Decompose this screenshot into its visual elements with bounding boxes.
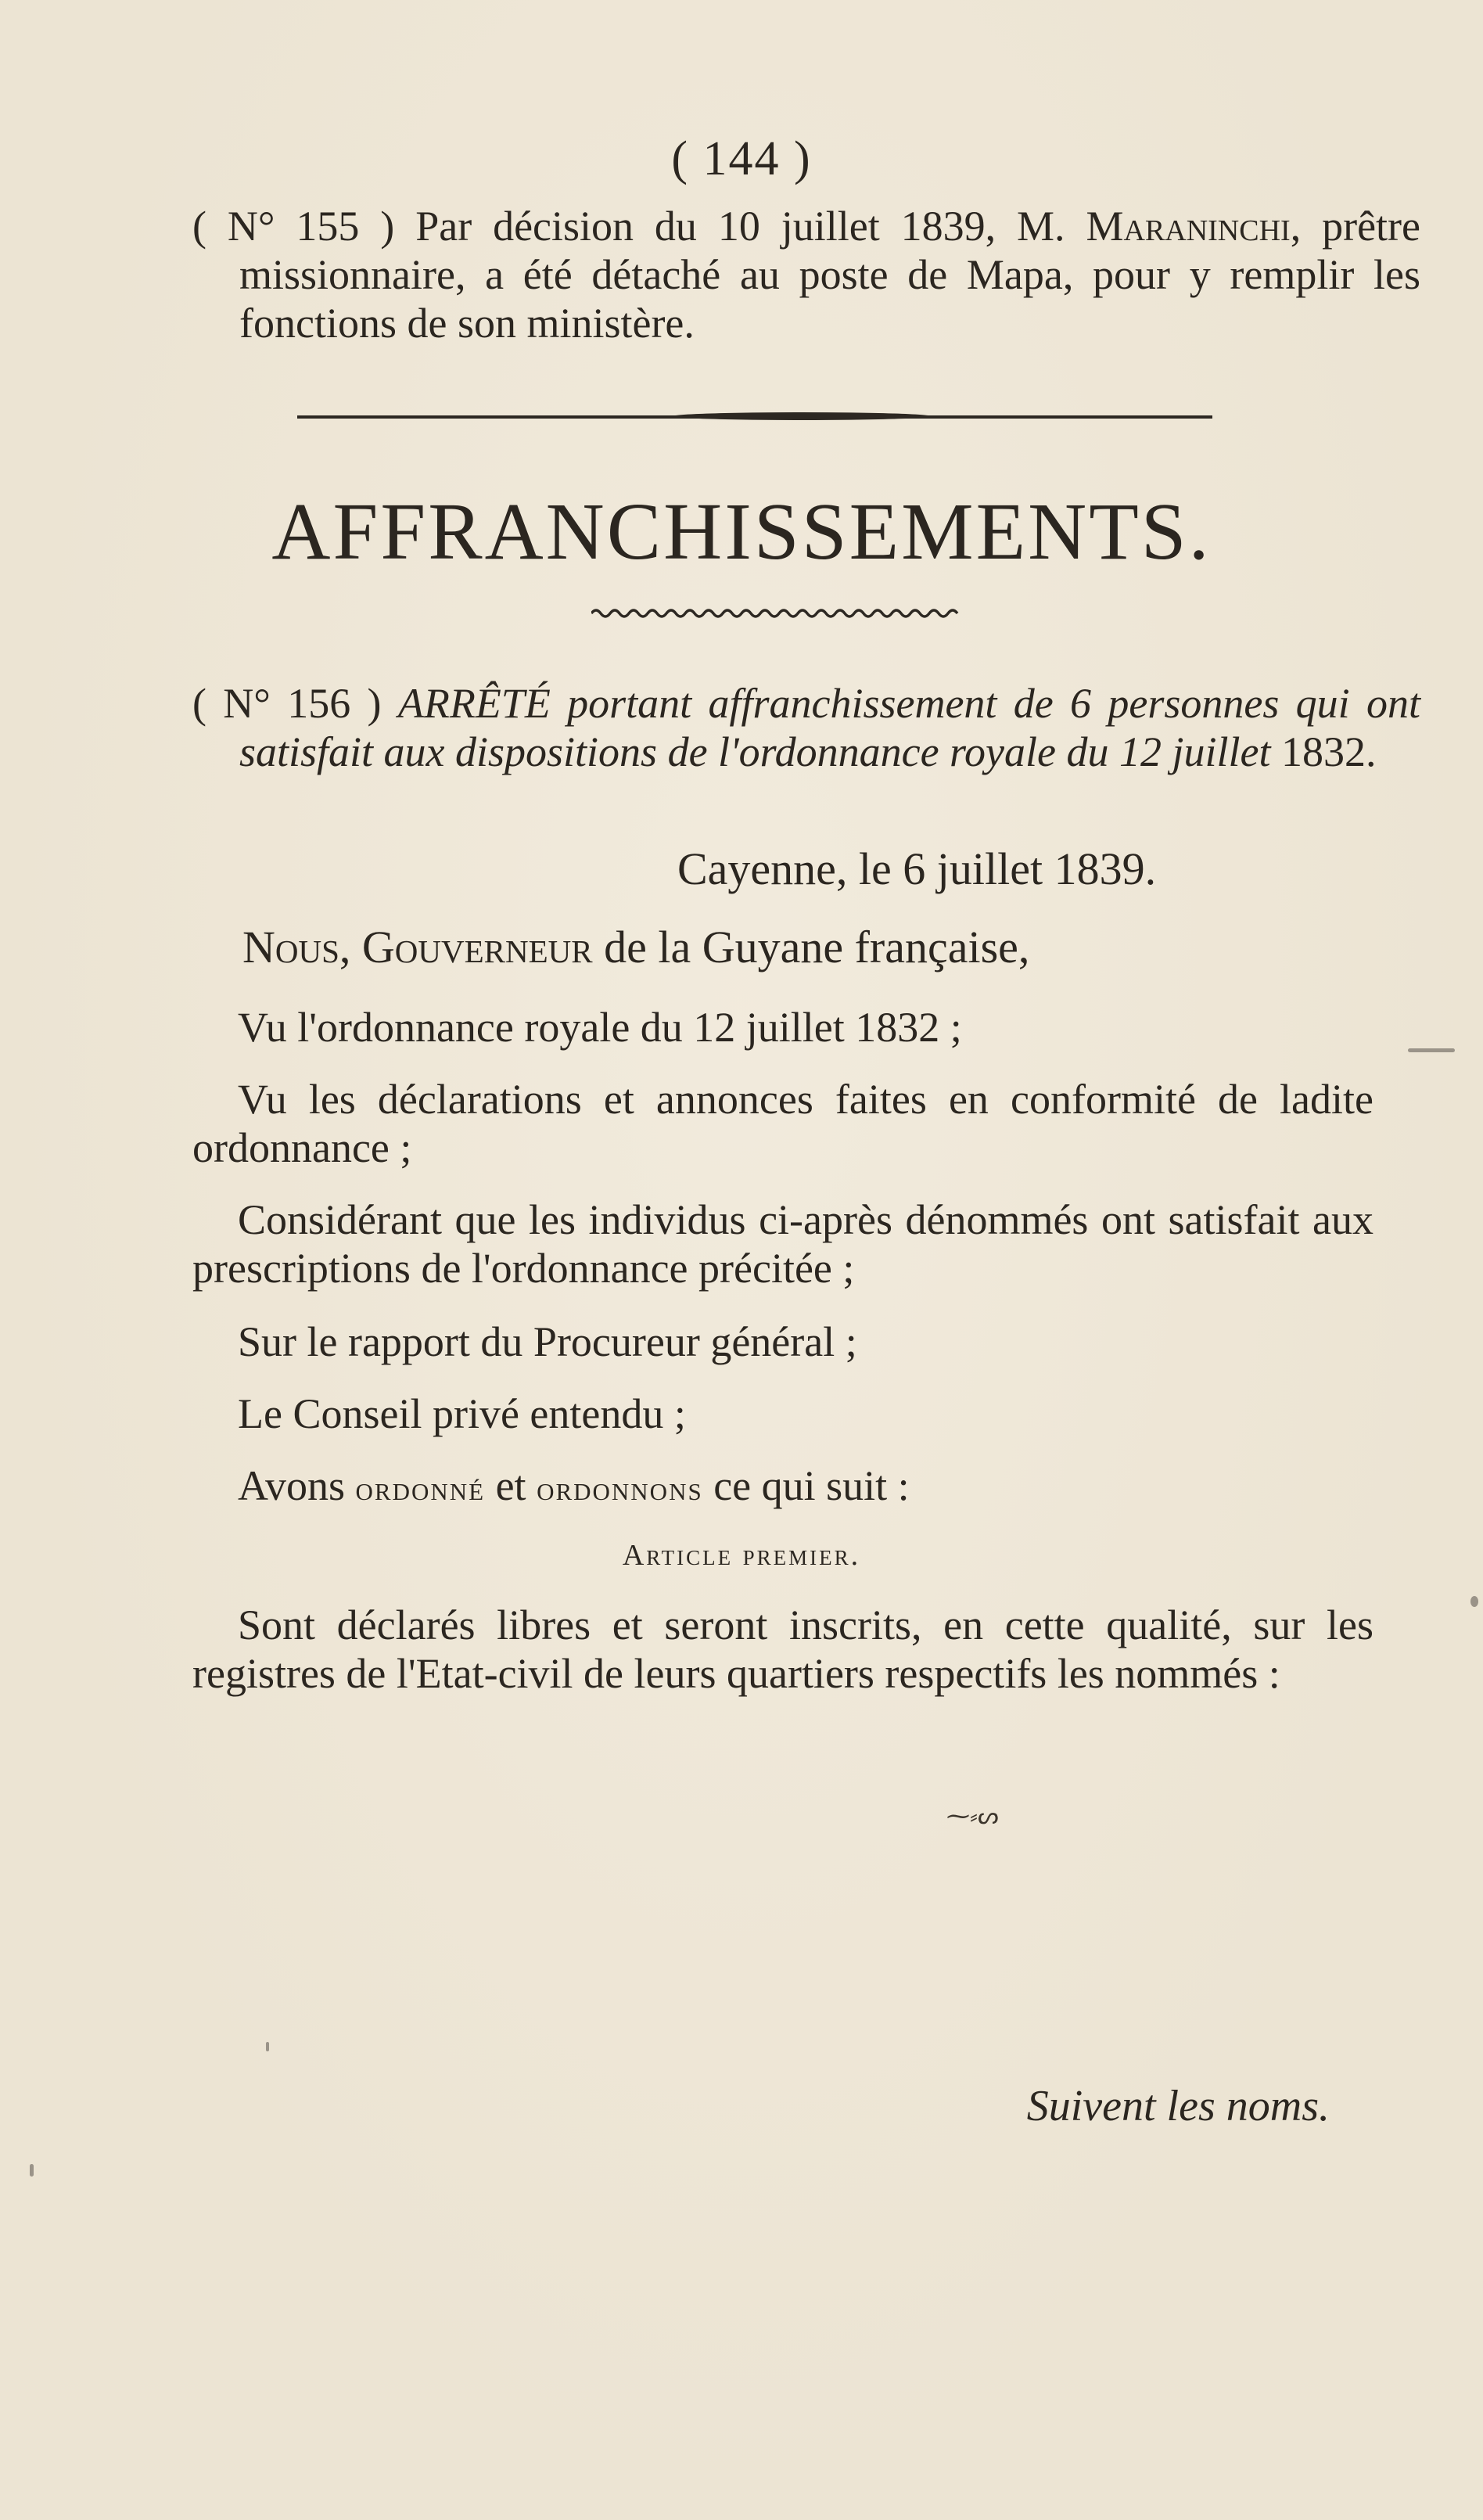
conseil-line: Le Conseil privé entendu ; [238,1390,686,1437]
page-number: ( 144 ) [671,132,812,185]
article-text-paragraph: Sont déclarés libres et seront inscrits, en cette qualité, sur les registres de l'Etat-civil de leurs quartiers respectifs les nommés : [192,1602,1373,1697]
paper-mark [266,2042,269,2051]
intro-nous: Nous [242,922,339,972]
item-155-text-after: , prêtre missionnaire, a été détaché au poste de Mapa, pour y remplir les fonctions de son ministère. [239,203,1421,347]
ordonne-word: ordonné [355,1469,486,1508]
ordonnons-word: ordonnons [537,1469,703,1508]
small-ornament: ⁓⸗ᔕ [946,1803,999,1829]
wavy-ornament-rule [591,607,959,620]
paper-mark [30,2164,34,2177]
intro-gouverneur: Gouverneur [361,922,593,972]
paper-mark [1408,1048,1455,1052]
considerant-paragraph: Considérant que les individus ci-après dénommés ont satisfait aux prescriptions de l'ordonnance précitée ; [192,1196,1373,1292]
item-156-paragraph [192,679,1420,776]
item-156-number: ( N° 156 ) [192,680,382,727]
avons-ordonne-line [238,1461,1373,1513]
paper-mark [1470,1596,1478,1607]
vu-declarations-paragraph: Vu les déclarations et annonces faites en conformité de ladite ordonnance ; [192,1076,1373,1171]
sur-rapport-line: Sur le rapport du Procureur général ; [238,1318,857,1365]
vu-ordonnance-line: Vu l'ordonnance royale du 12 juillet 1832 ; [238,1004,962,1051]
place-date-line: Cayenne, le 6 juillet 1839. [677,843,1157,894]
item-155-number: ( N° 155 ) [192,203,395,250]
intro-rest: de la Guyane française, [604,922,1030,972]
article-heading: Article premier. [622,1539,861,1572]
item-155-name: Maraninchi [1086,203,1291,250]
avons-word: Avons [238,1462,346,1509]
avons-rest: ce qui suit : [713,1462,910,1509]
item-155-text-before: Par décision du 10 juillet 1839, M. [415,203,1065,250]
item-156-year: 1832. [1280,728,1377,775]
et-word: et [495,1462,526,1509]
item-156-title: ARRÊTÉ portant affranchissement de 6 personnes qui ont satisfait aux dispositions de l'ordonnance royale du 12 juillet [239,680,1421,775]
governor-intro: Nous, Gouverneur de la Guyane française, [242,922,1030,972]
item-155-paragraph [192,202,1420,347]
suivent-les-noms: Suivent les noms. [1026,2082,1330,2130]
separator-rule-swell [673,412,931,420]
section-title: AFFRANCHISSEMENTS. [271,487,1212,577]
